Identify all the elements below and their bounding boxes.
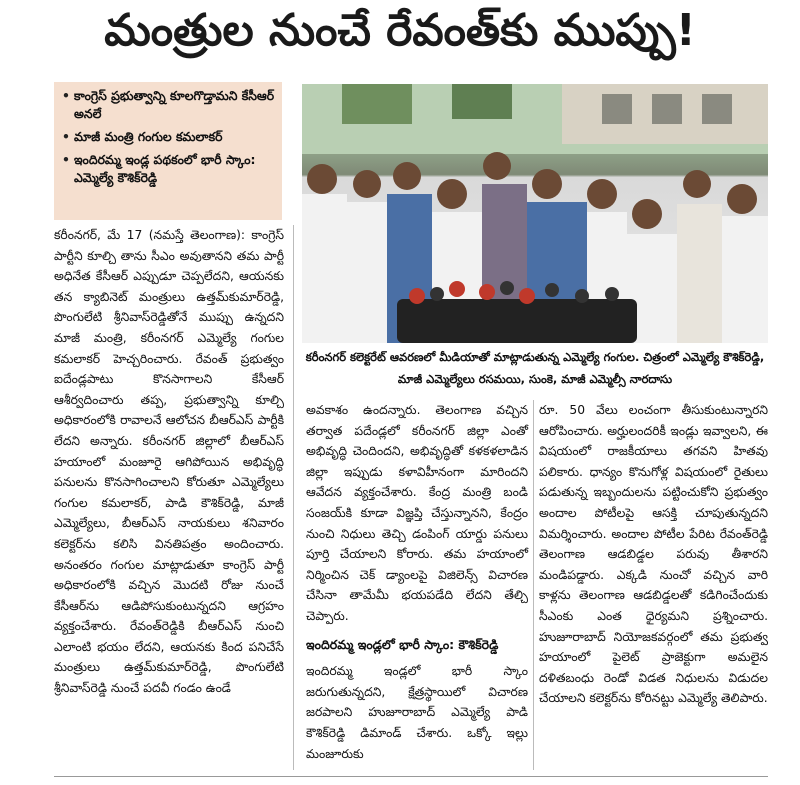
article-paragraph: కరీంనగర్, మే 17 (నమస్తే తెలంగాణ): కాంగ్రెస్ పార్టీని కూల్చి తాను సీఎం అవుతానని తమ పార్టీ అధినేత కేసీఆర్ ఎప్పుడూ చెప్పలేదని, ఆయనకు తన క్యాబినెట్ మంత్రులు ఉత్తమ్‌కుమార్‌రెడ్డి, పొంగులేటి శ్రీనివాస్‌రెడ్డితోనే ముప్పు ఉన్నదని మాజీ మంత్రి, కరీంనగర్ ఎమ్మెల్యే గంగుల కమలాకర్ హెచ్చరించారు. రేవంత్ ప్రభుత్వం ఐదేండ్లపాటు కొనసాగాలని కేసీఆర్ ఆశీర్వదించారు తప్ప, ప్రభుత్వాన్ని కూల్చి అధికారంలోకి రావాలనే ఆలోచన బీఆర్ఎస్ పార్టీకి లేదని అన్నారు. కరీంనగర్ జిల్లాలో బీఆర్ఎస్ హయాంలో మంజూరై ఆగిపోయిన అభివృద్ధి పనులను కొనసాగించాలని కోరుతూ ఎమ్మెల్యేలు గంగుల కమలాకర్, పాడి కౌశిక్‌రెడ్డి, మాజీ ఎమ్మెల్యేలు, బీఆర్ఎస్ నాయకులు శనివారం కలెక్టర్‌ను కలిసి వినతిపత్రం అందించారు. అనంతరం గంగుల మాట్లాడుతూ కాంగ్రెస్ పార్టీ అధికారంలోకి వచ్చిన మొదటి రోజు నుంచే కేసీఆర్‌ను ఆడిపోసుకుంటున్నదని ఆగ్రహం వ్యక్తంచేశారు. రేవంత్‌రెడ్డికి బీఆర్ఎస్ నుంచి ఎలాంటి భయం లేదని, ఆయనకు కింద పనిచేసే మంత్రులు ఉత్తమ్‌కుమార్‌రెడ్డి, పొంగులేటి శ్రీనివాస్‌రెడ్డి నుంచే పదవీ గండం ఉండే bbox=[54, 228, 284, 696]
article-paragraph: ఇందిరమ్మ ఇండ్లలో భారీ స్కాం జరుగుతున్నదని, క్షేత్రస్థాయిలో విచారణ జరపాలని హుజూరాబాద్ ఎమ్మెల్యే పాడి కౌశిక్‌రెడ్డి డిమాండ్ చేశారు. ఒక్కో ఇల్లు మంజూరుకు bbox=[306, 664, 528, 761]
photo-caption: కరీంనగర్ కలెక్టరేట్ ఆవరణలో మీడియాతో మాట్లాడుతున్న ఎమ్మెల్యే గంగుల. చిత్రంలో ఎమ్మెల్యే కౌశిక్‌రెడ్డి, మాజీ ఎమ్మెల్యేలు రసమయి, సుంకె, మాజీ ఎమ్మెల్సీ నారదాసు bbox=[305, 350, 765, 386]
article-subheading: ఇందిరమ్మ ఇండ్లలో భారీ స్కాం: కౌశిక్‌రెడ్డి bbox=[306, 636, 499, 652]
highlight-item bbox=[62, 87, 276, 123]
headline: మంత్రుల నుంచే రేవంత్‌కు ముప్పు! bbox=[104, 5, 696, 56]
column-divider bbox=[533, 400, 534, 770]
article-paragraph: రూ. 50 వేలు లంచంగా తీసుకుంటున్నారని ఆరోపించారు. అర్హులందరికీ ఇండ్లు ఇవ్వాలని, ఈ విషయంలో రాజకీయాలు తగవని హితవు పలికారు. ధాన్యం కొనుగోళ్ల విషయంలో రైతులు పడుతున్న ఇబ్బందులను పట్టించుకోని ప్రభుత్వం అందాల పోటీలపై ఆసక్తి చూపుతున్నదని విమర్శించారు. అందాల పోటీల పేరిట రేవంత్‌రెడ్డి తెలంగాణ ఆడబిడ్డల పరువు తీశారని మండిపడ్డారు. ఎక్కడి నుంచో వచ్చిన వారి కాళ్లను తెలంగాణ ఆడబిడ్డలతో కడిగించేందుకు సీఎంకు ఎంత ధైర్యమని ప్రశ్నించారు. హుజూరాబాద్ నియోజకవర్గంలో తమ ప్రభుత్వ హయాంలో పైలెట్ ప్రాజెక్టుగా అమలైన దళితబంధు రెండో విడత నిధులను విడుదల చేయాలని కలెక్టర్‌ను కోరినట్టు ఎమ్మెల్యే తెలిపారు. bbox=[539, 403, 768, 706]
article-paragraph: అవకాశం ఉందన్నారు. తెలంగాణ వచ్చిన తర్వాత పదేండ్లలో కరీంనగర్ జిల్లా ఎంతో అభివృద్ధి చెందిందని, అభివృద్ధితో కళకళలాడిన జిల్లా ఇప్పుడు కళావిహీనంగా మారిందని ఆవేదన వ్యక్తంచేశారు. కేంద్ర మంత్రి బండి సంజయ్‌కి కూడా విజ్ఞప్తి చేస్తున్నానని, కేంద్రం నుంచి నిధులు తెచ్చి డంపింగ్ యార్డు పనులు పూర్తి చేయాలని కోరారు. తమ హయాంలో నిర్మించిన చెక్ డ్యాంలపై విజిలెన్స్ విచారణ చేసినా తామేమీ భయపడేది లేదని తేల్చి చెప్పారు. bbox=[306, 403, 528, 623]
bullet-icon: • bbox=[62, 88, 70, 103]
article-column-3 bbox=[539, 400, 768, 709]
highlight-item bbox=[62, 128, 276, 146]
article-column-2 bbox=[306, 400, 528, 764]
highlight-text: మాజీ మంత్రి గంగుల కమలాకర్ bbox=[74, 129, 223, 144]
photo-illustration bbox=[302, 84, 768, 343]
bottom-rule bbox=[54, 776, 768, 777]
press-meet-photo bbox=[302, 84, 768, 343]
highlight-text: కాంగ్రెస్ ప్రభుత్వాన్ని కూలగొడ్తామని కేసీఆర్ అనలే bbox=[74, 88, 275, 121]
article-column-1 bbox=[54, 225, 284, 699]
column-divider bbox=[293, 225, 294, 770]
bullet-icon: • bbox=[62, 152, 70, 167]
highlight-text: ఇందిరమ్మ ఇండ్ల పథకంలో భారీ స్కాం: ఎమ్మెల్యే కౌశిక్‌రెడ్డి bbox=[74, 152, 256, 185]
highlights-box bbox=[54, 82, 282, 220]
bullet-icon: • bbox=[62, 129, 70, 144]
highlight-item bbox=[62, 151, 276, 187]
